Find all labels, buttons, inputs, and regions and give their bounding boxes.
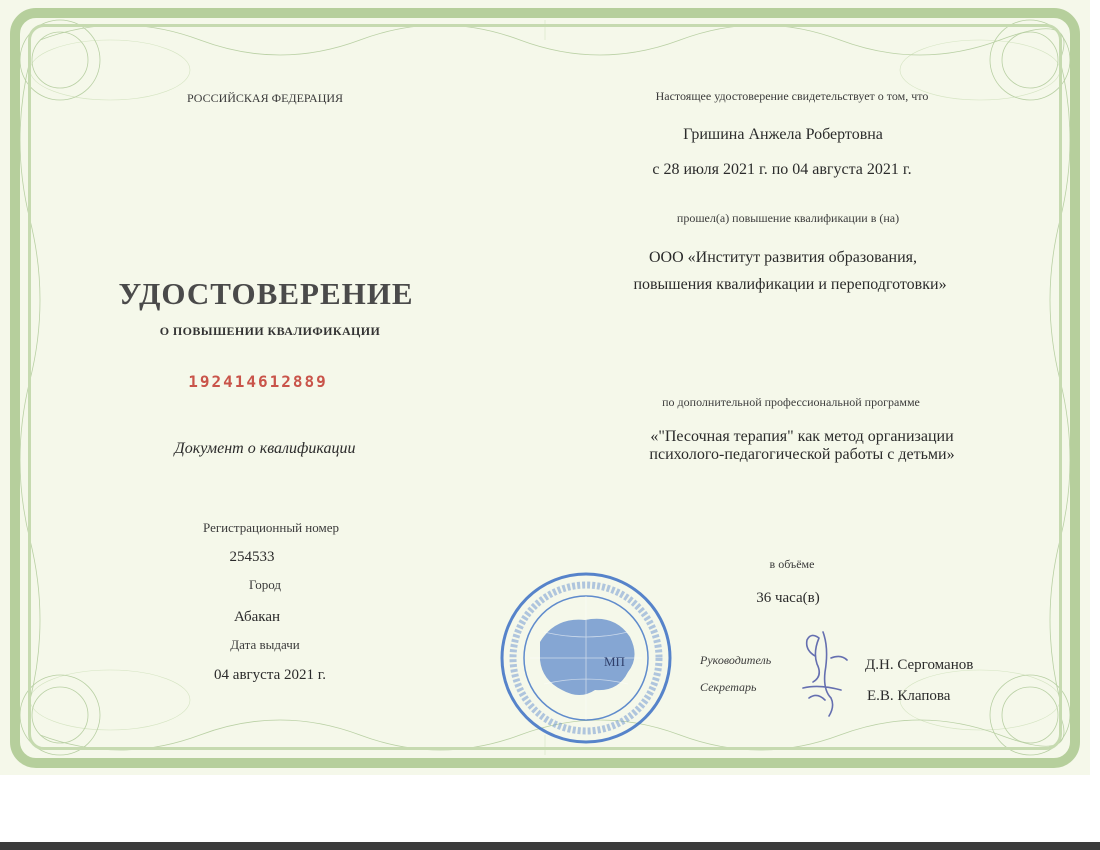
handwritten-signature [795,628,855,720]
official-stamp [500,572,672,744]
course-period: с 28 июля 2021 г. по 04 августа 2021 г. [652,161,912,178]
head-label: Руководитель [700,653,772,667]
document-type: Документ о квалификации [174,440,356,457]
certificate-number: 192414612889 [188,372,328,391]
organization-line-2: повышения квалификации и переподготовки» [633,276,947,293]
country-label: РОССИЙСКАЯ ФЕДЕРАЦИЯ [186,91,344,105]
certificate-subtitle: О ПОВЫШЕНИИ КВАЛИФИКАЦИИ [159,324,381,338]
passed-training-text: прошел(а) повышение квалификации в (на) [676,211,900,225]
scan-margin [0,775,1100,850]
secretary-label: Секретарь [700,680,757,694]
program-title-line-2: психолого-педагогической работы с детьми» [649,446,955,463]
issue-date-label: Дата выдачи [230,637,300,652]
head-name: Д.Н. Сергоманов [865,657,974,673]
organization-line-1: ООО «Институт развития образования, [648,249,918,266]
person-name: Гришина Анжела Робертовна [683,126,883,143]
city-label: Город [248,577,282,592]
seal-place-mark: МП [604,654,625,669]
city-value: Абакан [233,609,281,625]
program-label: по дополнительной профессиональной программе [662,395,920,409]
scan-edge-shadow [0,842,1100,850]
volume-value: 36 часа(в) [756,590,820,606]
registration-label: Регистрационный номер [203,520,339,535]
secretary-name: Е.В. Клапова [867,688,951,704]
issue-date-value: 04 августа 2021 г. [214,667,326,683]
certifies-text: Настоящее удостоверение свидетельствует о том, что [655,89,929,103]
volume-label: в объёме [769,557,815,571]
registration-number: 254533 [229,549,275,565]
program-title-line-1: «"Песочная терапия" как метод организации [650,428,954,445]
certificate-title: УДОСТОВЕРЕНИЕ [118,276,414,311]
